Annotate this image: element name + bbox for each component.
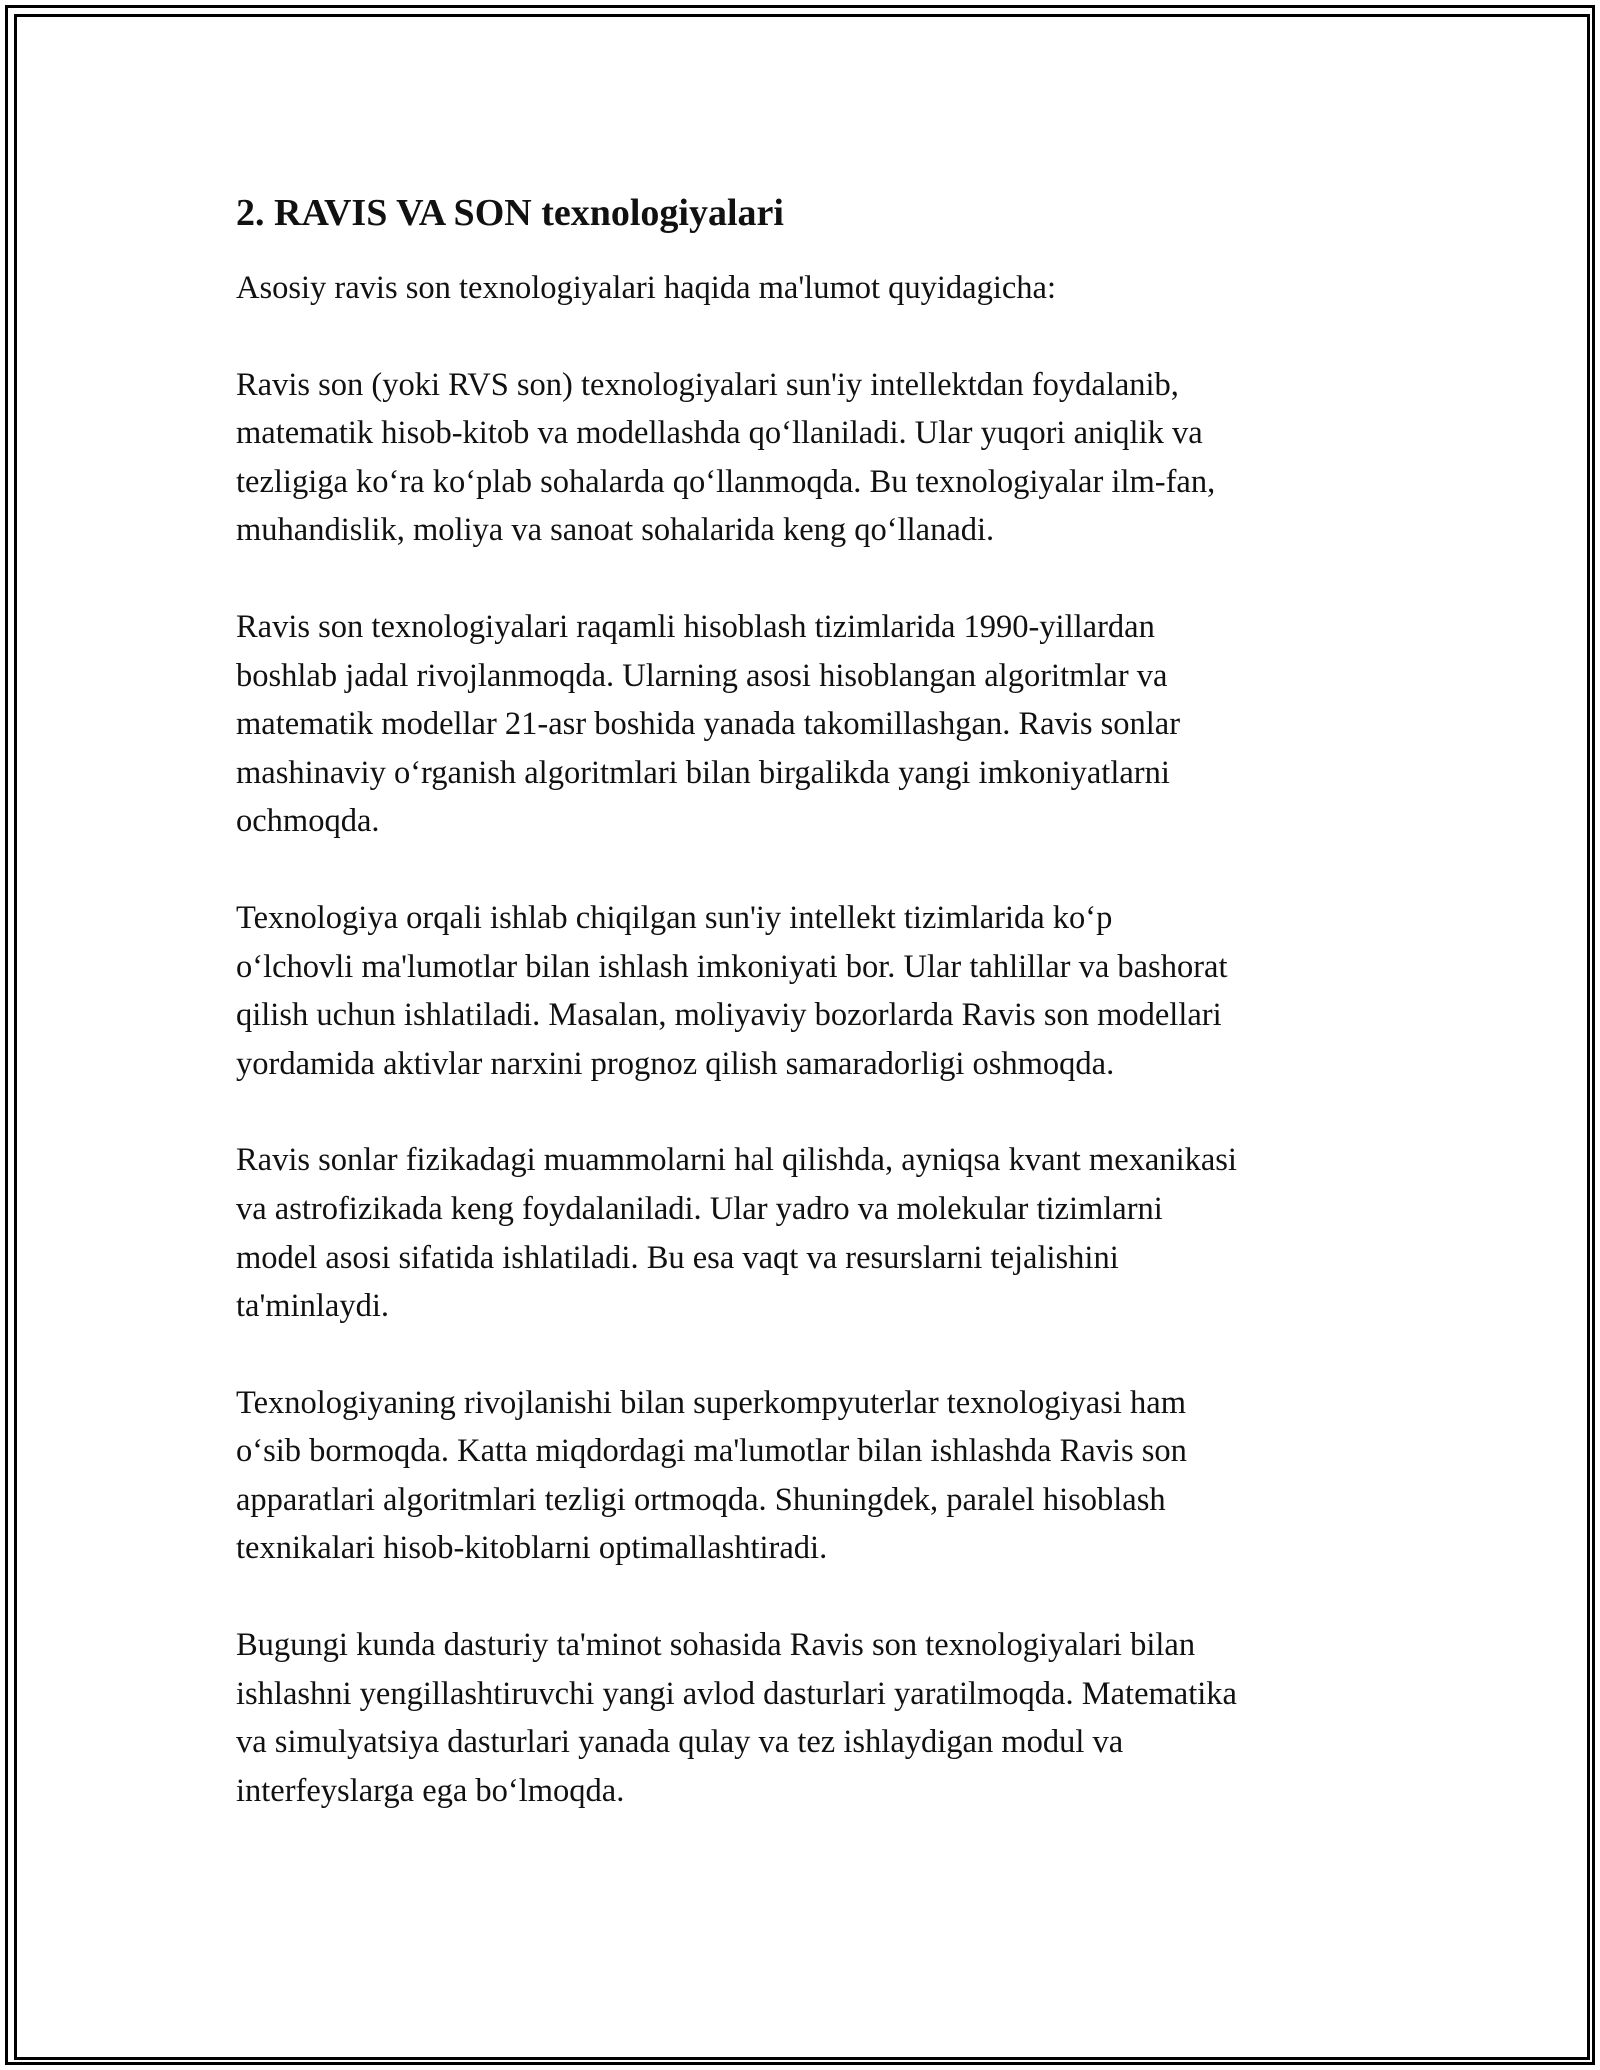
paragraph-definition [236,361,1386,555]
text-line: va simulyatsiya dasturlari yanada qulay va tez ishlaydigan modul va [236,1724,1124,1761]
text-line: Asosiy ravis son texnologiyalari haqida ma'lumot quyidagicha: [236,270,1057,306]
text-line: Texnologiya orqali ishlab chiqilgan sun'iy intellekt tizimlarida ko‘p [236,899,1113,936]
text-line: mashinaviy o‘rganish algoritmlari bilan birgalikda yangi imkoniyatlarni [236,754,1170,791]
text-line: Texnologiyaning rivojlanishi bilan superkompyuterlar texnologiyasi ham [236,1384,1186,1421]
text-line: va astrofizikada keng foydalaniladi. Ular yadro va molekular tizimlarni [236,1190,1163,1227]
text-line: muhandislik, moliya va sanoat sohalarida keng qo‘llanadi. [236,512,995,549]
text-line: apparatlari algoritmlari tezligi ortmoqda. Shuningdek, paralel hisoblash [236,1481,1166,1518]
text-line: Ravis son texnologiyalari raqamli hisoblash tizimlarida 1990-yillardan [236,608,1155,645]
text-line: yordamida aktivlar narxini prognoz qilish samaradorligi oshmoqda. [236,1045,1115,1082]
text-line: qilish uchun ishlatiladi. Masalan, moliyaviy bozorlarda Ravis son modellari [236,997,1222,1034]
text-line: boshlab jadal rivojlanmoqda. Ularning asosi hisoblangan algoritmlar va [236,657,1168,694]
paragraph-history [236,603,1386,846]
paragraph-intro [236,264,1386,313]
text-line: o‘sib bormoqda. Katta miqdordagi ma'lumotlar bilan ishlashda Ravis son [236,1433,1187,1470]
paragraph-supercomputers [236,1379,1386,1573]
document-body [236,184,1386,1863]
text-line: interfeyslarga ega bo‘lmoqda. [236,1772,625,1809]
paragraph-software [236,1621,1386,1815]
paragraph-physics [236,1136,1386,1330]
text-line: model asosi sifatida ishlatiladi. Bu esa vaqt va resurslarni tejalishini [236,1239,1119,1276]
paragraph-ai-systems [236,894,1386,1088]
text-line: o‘lchovli ma'lumotlar bilan ishlash imkoniyati bor. Ular tahlillar va bashorat [236,948,1228,985]
text-line: tezligiga ko‘ra ko‘plab sohalarda qo‘llanmoqda. Bu texnologiyalar ilm-fan, [236,463,1216,500]
text-line: ochmoqda. [236,803,380,840]
text-line: matematik modellar 21-asr boshida yanada takomillashgan. Ravis sonlar [236,706,1181,743]
text-line: Ravis son (yoki RVS son) texnologiyalari sun'iy intellektdan foydalanib, [236,366,1179,403]
text-line: ishlashni yengillashtiruvchi yangi avlod dasturlari yaratilmoqda. Matematika [236,1675,1237,1712]
text-line: Bugungi kunda dasturiy ta'minot sohasida Ravis son texnologiyalari bilan [236,1627,1196,1664]
text-line: matematik hisob-kitob va modellashda qo‘llaniladi. Ular yuqori aniqlik va [236,415,1203,452]
text-line: texnikalari hisob-kitoblarni optimallashtiradi. [236,1530,828,1567]
text-line: Ravis sonlar fizikadagi muammolarni hal qilishda, ayniqsa kvant mexanikasi [236,1142,1237,1179]
text-line: ta'minlaydi. [236,1288,389,1325]
section-heading: 2. RAVIS VA SON texnologiyalari [236,192,784,234]
